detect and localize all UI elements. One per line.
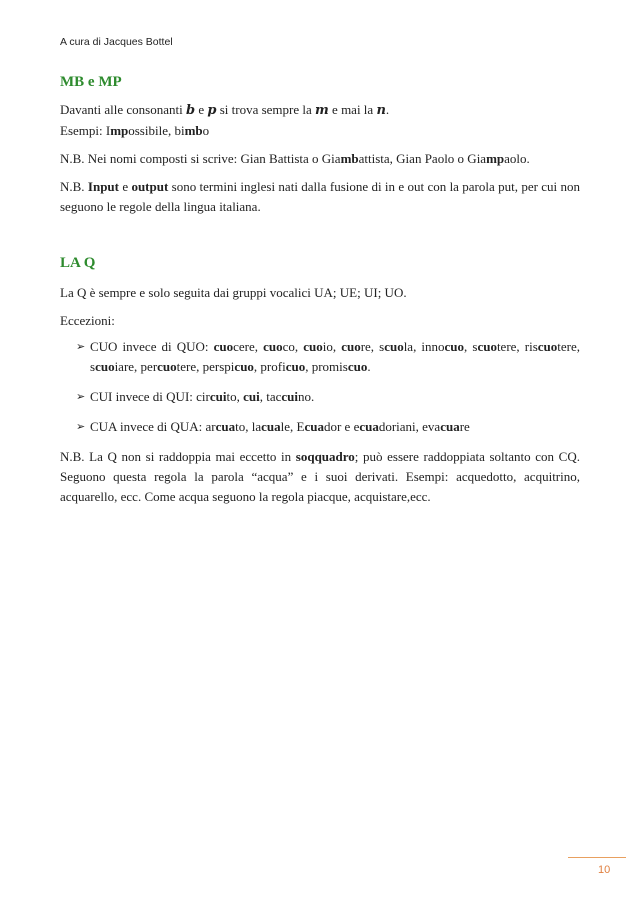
list-item-cui: ➢ CUI invece di QUI: circuito, cui, taccuino.	[60, 387, 580, 407]
list-item-cua: ➢ CUA invece di QUA: arcuato, lacuale, Ecuador e ecuadoriani, evacuare	[60, 417, 580, 437]
section-title-la-q: LA Q	[60, 255, 96, 271]
exceptions-label: Eccezioni:	[60, 313, 115, 328]
arrow-bullet-icon: ➢	[76, 340, 86, 353]
q-rule-paragraph: La Q è sempre e solo seguita dai gruppi vocalici UA; UE; UI; UO.	[60, 285, 407, 300]
page-content	[60, 72, 580, 507]
arrow-bullet-icon: ➢	[76, 420, 86, 433]
examples-paragraph: Esempi: Impossibile, bimbo	[60, 123, 210, 138]
rule-paragraph: Davanti alle consonanti b e p si trova sempre la m e mai la n.	[60, 102, 390, 118]
page-number: 10	[598, 864, 611, 876]
nb-input-output: N.B. Input e output sono termini inglesi nati dalla fusione di in e out con la parola put, per cui non seguono le regole della lingua italiana.	[60, 179, 580, 214]
exceptions-list	[60, 337, 580, 437]
page-header: A cura di Jacques Bottel	[60, 36, 173, 48]
footer-rule	[568, 857, 626, 858]
section-title-mb-mp: MB e MP	[60, 74, 122, 90]
nb-compound-names: N.B. Nei nomi composti si scrive: Gian Battista o Giambattista, Gian Paolo o Giampaolo.	[60, 151, 530, 166]
arrow-bullet-icon: ➢	[76, 390, 86, 403]
list-item-cuo: ➢ CUO invece di QUO: cuocere, cuoco, cuoio, cuore, scuola, innocuo, scuotere, riscuotere, scuoiare, percuotere, perspicuo, proficuo, promiscuo.	[76, 339, 580, 374]
nb-soqquadro: N.B. La Q non si raddoppia mai eccetto in soqquadro; può essere raddoppiata soltanto con CQ. Seguono questa regola la parola “acqua” e i suoi derivati. Esempi: acquedotto, acquitrino, acquarello, ecc. Come acqua seguono la regola piacque, acquistare,ecc.	[60, 449, 580, 504]
